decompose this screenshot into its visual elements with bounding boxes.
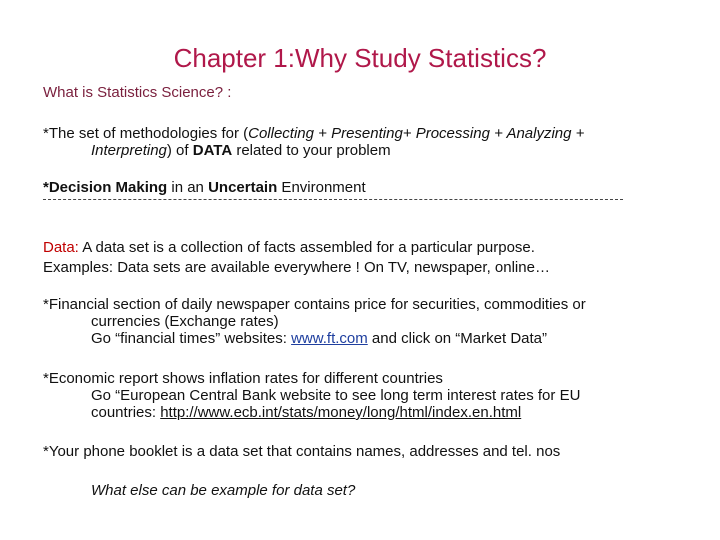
dataset-examples: Examples: Data sets are available everywhere ! On TV, newspaper, online… [43,259,550,276]
question-paragraph [43,482,683,499]
methodologies-data-word: DATA [192,142,233,159]
economic-line-3 [43,404,683,421]
question-line: What else can be example for data set? [91,482,356,499]
financial-paragraph [43,296,683,347]
methodologies-interpreting: Interpreting [91,142,167,159]
decision-prefix: * [43,179,49,196]
phone-paragraph [43,443,683,460]
dataset-definition: A data set is a collection of facts assembled for a particular purpose. [78,239,535,256]
decision-line [43,179,683,196]
decision-paragraph [43,179,683,196]
decision-in-an: in an [167,179,209,196]
methodologies-line-2 [43,142,683,159]
financial-line-3 [43,330,683,347]
methodologies-activities: Collecting + Presenting+ Processing + Analyzing + [248,125,585,142]
financial-go-prefix: Go “financial times” websites: [91,330,292,347]
phone-line: *Your phone booklet is a data set that contains names, addresses and tel. nos [43,443,561,460]
economic-paragraph [43,370,683,421]
ecb-link[interactable]: http://www.ecb.int/stats/money/long/html/index.en.html [160,404,522,421]
methodologies-paragraph [43,125,683,159]
decision-making: Decision Making [48,179,168,196]
dataset-label: Data: [43,239,79,256]
ft-link[interactable]: www.ft.com [291,330,368,347]
dashed-divider [43,199,623,200]
financial-go-suffix: and click on “Market Data” [367,330,547,347]
decision-uncertain: Uncertain [208,179,278,196]
methodologies-line-1 [43,125,683,142]
methodologies-suffix: related to your problem [232,142,391,159]
methodologies-prefix: *The set of methodologies for ( [43,125,249,142]
slide-title: Chapter 1:Why Study Statistics? [173,43,547,73]
methodologies-middle: ) of [166,142,193,159]
decision-environment: Environment [277,179,366,196]
economic-line-3-prefix: countries: [91,404,161,421]
financial-line-1: *Financial section of daily newspaper contains price for securities, commodities or [43,296,586,313]
economic-line-2: Go “European Central Bank website to see long term interest rates for EU [91,387,581,404]
financial-line-2: currencies (Exchange rates) [91,313,279,330]
dataset-definition-line [43,238,683,258]
economic-line-1: *Economic report shows inflation rates for different countries [43,370,443,387]
subtitle: What is Statistics Science? : [43,84,232,101]
dataset-paragraph [43,238,683,278]
